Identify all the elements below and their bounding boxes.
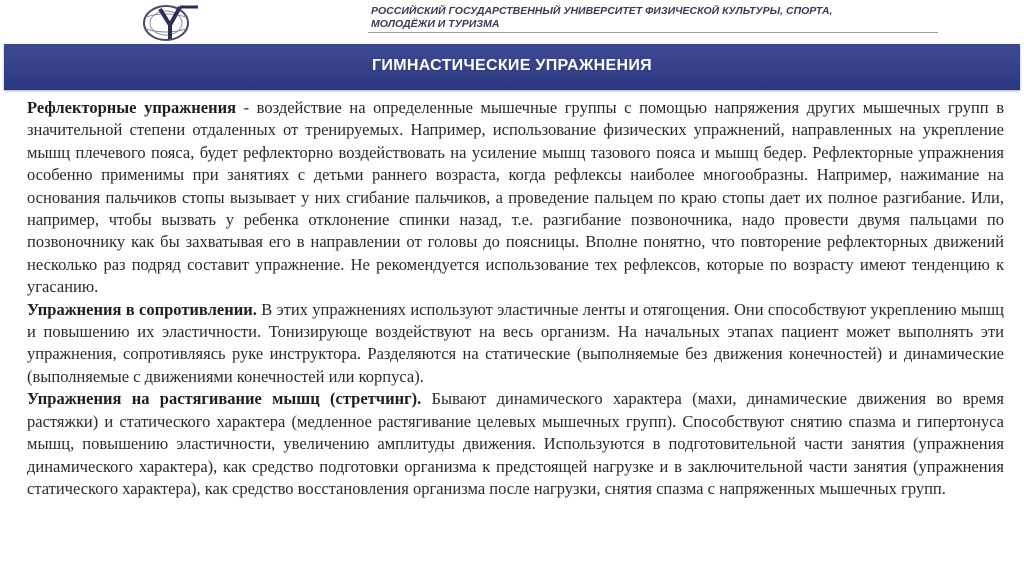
section-text: Бывают динамического характера (махи, динамические движения во время растяжки) и статического характера (медленное растягивание целевых мышечных групп). Способствуют снятию спазма и гипертонуса мышц, повышению эластичности, увеличению амплитуды движения. Используются в подготовительной части занятия (упражнения динамического характера), как средство подготовки организма к предстоящей нагрузке и в заключительной части занятия (упражнения статического характера), как средство восстановления организма после нагрузки, снятия спазма с напряженных мышечных групп. [27,389,1004,498]
university-name: РОССИЙСКИЙ ГОСУДАРСТВЕННЫЙ УНИВЕРСИТЕТ ФИЗИЧЕСКОЙ КУЛЬТУРЫ, СПОРТА, МОЛОДЁЖИ И ТУРИЗМА [371,5,833,30]
section-term: Упражнения на растягивание мышц (стретчинг). [27,389,422,409]
section-term: Упражнения в сопротивлении. [27,299,257,319]
section-stretching [27,388,1004,500]
title-band [4,44,1020,90]
section-resistance [27,299,1004,389]
slide-title: ГИМНАСТИЧЕСКИЕ УПРАЖНЕНИЯ [372,57,652,74]
section-term: Рефлекторные упражнения [27,98,237,117]
slide-body [27,97,1004,500]
section-text: - воздействие на определенные мышечные группы с помощью напряжения других мышечных групп в значительной степени отдаленных от тренируемых. Например, использование физических упражнений, направленных на укрепление мышц плечевого пояса, будет рефлекторно воздействовать на усиление мышц тазового пояса и мышц бедер. Рефлекторные упражнения особенно применимы при занятиях с детьми раннего возраста, когда рефлексы наиболее многообразны. Например, нажимание на основания пальчиков стопы вызывает у них сгибание пальчиков, а проведение пальцем по краю стопы дает их полное разгибание. Или, например, чтобы вызвать у ребенка отклонение спинки назад, т.е. разгибание позвоночника, надо провести двумя пальцами по позвоночнику как бы захватывая его в направлении от головы до поясницы. Вполне понятно, что повторение рефлекторных движений несколько раз подряд составит упражнение. Не рекомендуется использование тех рефлексов, которые по возрасту имеют тенденцию к угасанию. [27,98,1004,297]
section-reflex [27,97,1004,299]
header-divider [368,32,938,33]
university-emblem-icon [140,3,204,43]
slide-header [0,0,1024,40]
section-text: В этих упражнениях используют эластичные ленты и отягощения. Они способствуют укреплению мышц и повышению их эластичности. Тонизирующе воздействуют на весь организм. На начальных этапах пациент может выполнять эти упражнения, сопротивляясь руке инструктора. Разделяются на статические (выполняемые без движения конечностей) и динамические (выполняемые с движениями конечностей или корпуса). [27,299,1005,386]
